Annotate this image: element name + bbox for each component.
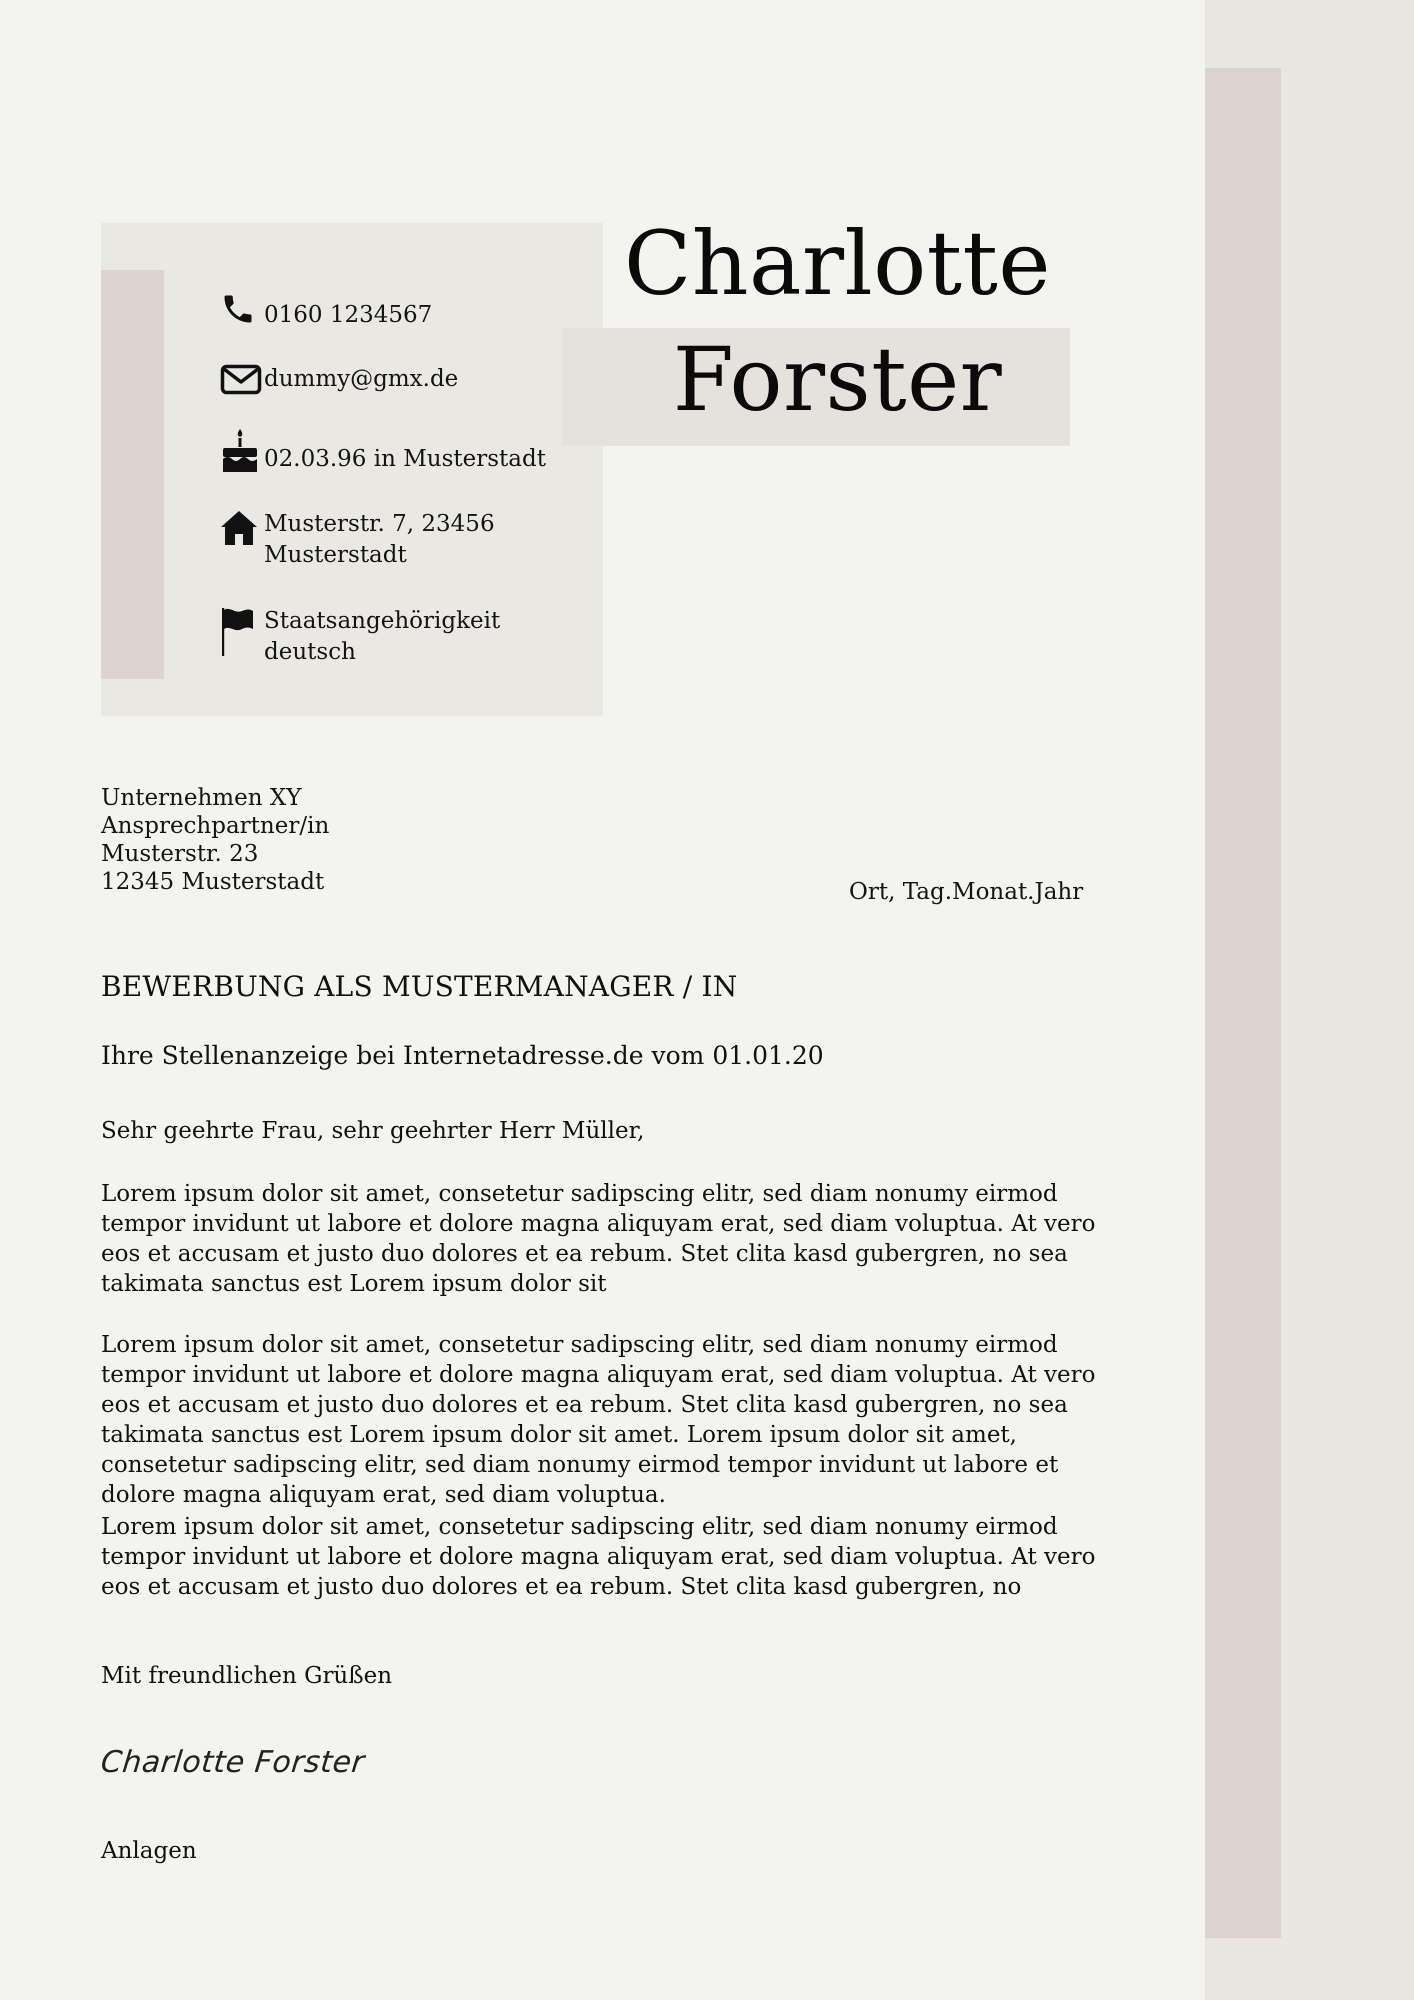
first-name: Charlotte bbox=[624, 212, 1051, 315]
attachments-label: Anlagen bbox=[101, 1838, 197, 1864]
reference-line: Ihre Stellenanzeige bei Internetadresse.de vom 01.01.20 bbox=[101, 1041, 824, 1070]
contact-address bbox=[220, 509, 495, 571]
address-street: Musterstr. 7, 23456 bbox=[264, 511, 495, 537]
nationality-value: deutsch bbox=[264, 639, 356, 665]
right-accent-stripe bbox=[1205, 68, 1281, 1938]
recipient-city: 12345 Musterstadt bbox=[101, 869, 325, 895]
home-icon bbox=[220, 509, 264, 551]
signature: Charlotte Forster bbox=[99, 1745, 367, 1780]
mail-icon bbox=[220, 363, 264, 405]
birth-info: 02.03.96 in Musterstadt bbox=[264, 446, 546, 472]
contact-accent-stripe bbox=[101, 270, 164, 679]
phone-icon bbox=[220, 291, 264, 333]
recipient-street: Musterstr. 23 bbox=[101, 841, 259, 867]
subject-line: BEWERBUNG ALS MUSTERMANAGER / IN bbox=[101, 970, 738, 1003]
contact-birth bbox=[220, 428, 546, 475]
salutation: Sehr geehrte Frau, sehr geehrter Herr Müller, bbox=[101, 1118, 645, 1144]
contact-phone bbox=[220, 291, 432, 333]
date-line: Ort, Tag.Monat.Jahr bbox=[849, 879, 1084, 905]
recipient-company: Unternehmen XY bbox=[101, 785, 302, 811]
address-city: Musterstadt bbox=[264, 542, 407, 568]
body-paragraph-3: Lorem ipsum dolor sit amet, consetetur sadipscing elitr, sed diam nonumy eirmod tempor invidunt ut labore et dolore magna aliquyam erat, sed diam voluptua. At vero eos et accusam et justo duo dolores et ea rebum. Stet clita kasd gubergren, no bbox=[101, 1514, 1096, 1600]
closing: Mit freundlichen Grüßen bbox=[101, 1663, 393, 1689]
flag-icon bbox=[220, 606, 264, 648]
contact-email bbox=[220, 363, 458, 405]
last-name: Forster bbox=[672, 328, 1003, 431]
contact-nationality bbox=[220, 606, 500, 668]
cake-icon bbox=[220, 428, 264, 470]
nationality-label: Staatsangehörigkeit bbox=[264, 608, 501, 634]
recipient-contact-person: Ansprechpartner/in bbox=[101, 813, 330, 839]
recipient-address bbox=[101, 784, 329, 896]
body-paragraph-1: Lorem ipsum dolor sit amet, consetetur sadipscing elitr, sed diam nonumy eirmod tempor invidunt ut labore et dolore magna aliquyam erat, sed diam voluptua. At vero eos et accusam et justo duo dolores et ea rebum. Stet clita kasd gubergren, no sea takimata sanctus est Lorem ipsum dolor sit bbox=[101, 1181, 1096, 1297]
body-paragraph-2: Lorem ipsum dolor sit amet, consetetur sadipscing elitr, sed diam nonumy eirmod tempor invidunt ut labore et dolore magna aliquyam erat, sed diam voluptua. At vero eos et accusam et justo duo dolores et ea rebum. Stet clita kasd gubergren, no sea takimata sanctus est Lorem ipsum dolor sit amet. Lorem ipsum dolor sit amet, consetetur sadipscing elitr, sed diam nonumy eirmod tempor invidunt ut labore et dolore magna aliquyam erat, sed diam voluptua. bbox=[101, 1332, 1096, 1508]
email-address: dummy@gmx.de bbox=[264, 366, 459, 392]
phone-number: 0160 1234567 bbox=[264, 302, 433, 328]
